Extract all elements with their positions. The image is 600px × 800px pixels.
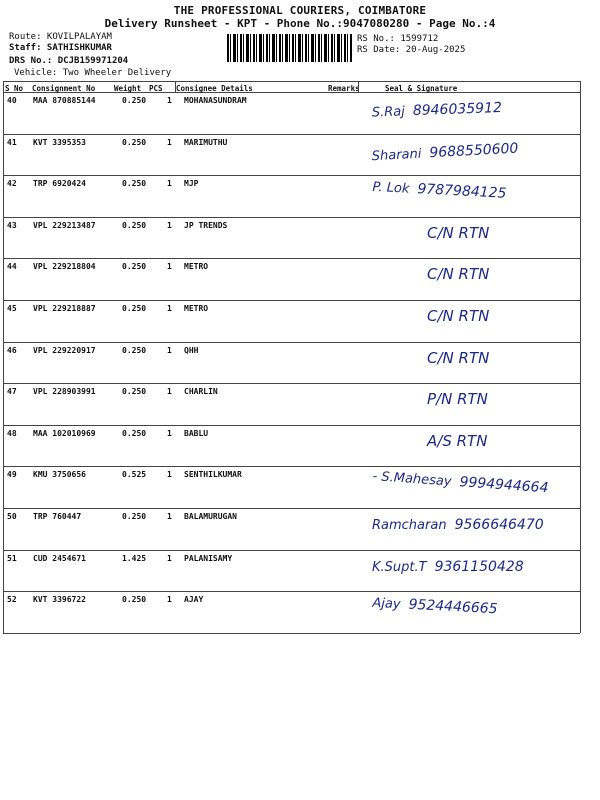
weight-cell: 0.250 (122, 512, 147, 521)
pcs-cell: 1 (167, 179, 172, 189)
company-title: THE PROFESSIONAL COURIERS, COIMBATORE (173, 4, 427, 17)
consignment-number: VPL 228903991 (33, 387, 96, 397)
weight-cell: 0.250 (122, 428, 147, 438)
weight-cell: 0.250 (122, 262, 147, 272)
row-divider (3, 466, 580, 467)
col-consignee: Consignee Details (176, 84, 253, 93)
col-divider (358, 81, 359, 93)
pcs-cell: 1 (167, 470, 172, 480)
consignee-name: BALAMURUGAN (184, 512, 237, 521)
sno-cell: 46 (7, 345, 17, 355)
signature-name: P. Lok (372, 179, 410, 197)
weight-cell: 0.250 (122, 387, 147, 397)
consignee-name: MARIMUTHU (184, 137, 228, 147)
row-divider (3, 300, 580, 301)
consignee-name: PALANISAMY (184, 553, 233, 563)
row-divider (3, 134, 580, 135)
consignment-number: TRP 6920424 (33, 179, 86, 189)
consignee-name: JP TRENDS (184, 220, 228, 230)
sno-cell: 51 (7, 553, 17, 563)
sno-cell: 45 (7, 304, 17, 313)
sno-cell: 42 (7, 179, 17, 189)
signature-name: Sharani (371, 146, 422, 164)
consignment-number: VPL 229218887 (33, 304, 96, 313)
signature-name: Ramcharan (372, 518, 447, 533)
consignee-name: BABLU (184, 428, 209, 438)
consignment-number: KVT 3396722 (33, 595, 86, 605)
weight-cell: 0.250 (122, 595, 147, 605)
route-label: Route: KOVILPALAYAM (9, 32, 112, 42)
consignment-number: KVT 3395353 (33, 137, 86, 147)
weight-cell: 1.425 (122, 553, 147, 563)
rs-date: RS Date: 20-Aug-2025 (357, 45, 466, 55)
pcs-cell: 1 (167, 595, 172, 605)
weight-cell: 0.250 (122, 304, 147, 313)
signature-note: C/N RTN (427, 307, 490, 325)
consignee-name: SENTHILKUMAR (184, 470, 242, 480)
barcode (227, 34, 352, 62)
signature-name: K.Supt.T (372, 559, 427, 575)
signature-name: S.Raj (371, 104, 406, 121)
sno-cell: 44 (7, 262, 17, 272)
consignment-number: VPL 229218804 (33, 262, 96, 272)
sno-cell: 52 (7, 595, 17, 605)
row-divider (3, 258, 580, 259)
consignment-number: KMU 3750656 (33, 470, 86, 480)
sno-cell: 40 (7, 96, 17, 105)
consignment-number: VPL 229220917 (33, 345, 96, 355)
handwritten-signature (372, 264, 572, 298)
consignment-number: MAA 102010969 (33, 428, 96, 438)
col-weight: Weight (114, 84, 142, 93)
handwritten-signature (372, 223, 572, 257)
pcs-cell: 1 (167, 262, 172, 272)
weight-cell: 0.250 (122, 345, 147, 355)
signature-note: C/N RTN (427, 223, 490, 242)
handwritten-signature (372, 514, 572, 548)
weight-cell: 0.250 (122, 96, 147, 105)
runsheet-title: Delivery Runsheet - KPT - Phone No.:9047080280 - Page No.:4 (104, 17, 496, 30)
consignment-number: VPL 229213487 (33, 220, 96, 230)
drs-label: DRS No.: DCJB159971204 (9, 56, 129, 66)
signature-note: 9524446665 (408, 596, 498, 618)
consignment-number: CUD 2454671 (33, 553, 86, 563)
sno-cell: 48 (7, 428, 17, 438)
pcs-cell: 1 (167, 387, 172, 397)
row-divider (3, 383, 580, 384)
row-divider (3, 425, 580, 426)
handwritten-signature (372, 348, 572, 382)
signature-note: C/N RTN (427, 348, 490, 367)
row-divider (3, 591, 580, 592)
pcs-cell: 1 (167, 428, 172, 438)
staff-label: Staff: SATHISHKUMAR (9, 43, 112, 53)
row-divider (3, 550, 580, 551)
row-divider (3, 342, 580, 343)
consignee-name: METRO (184, 304, 209, 313)
handwritten-signature (372, 556, 572, 590)
pcs-cell: 1 (167, 137, 172, 147)
row-divider (3, 508, 580, 509)
sno-cell: 43 (7, 220, 17, 230)
consignment-number: TRP 760447 (33, 512, 82, 521)
consignee-name: METRO (184, 262, 209, 272)
sno-cell: 50 (7, 512, 17, 521)
col-sno: S No (5, 84, 24, 93)
pcs-cell: 1 (167, 512, 172, 521)
pcs-cell: 1 (167, 553, 172, 563)
weight-cell: 0.525 (122, 470, 147, 480)
table-top-border (3, 81, 580, 82)
col-consignment: Consignment No (32, 84, 96, 93)
handwritten-signature (372, 431, 572, 465)
consignment-number: MAA 870885144 (33, 96, 96, 105)
row-divider (3, 217, 580, 218)
signature-note: 8946035912 (412, 99, 503, 120)
handwritten-signature (371, 95, 572, 136)
col-pcs: PCS (149, 84, 163, 93)
signature-note: 9994944664 (458, 474, 549, 497)
pcs-cell: 1 (167, 220, 172, 230)
pcs-cell: 1 (167, 96, 172, 105)
weight-cell: 0.250 (122, 179, 147, 189)
signature-note: 9688550600 (428, 140, 519, 161)
weight-cell: 0.250 (122, 220, 147, 230)
consignee-name: QHH (184, 345, 199, 355)
sno-cell: 49 (7, 470, 17, 480)
col-seal-signature: Seal & Signature (385, 84, 458, 93)
handwritten-signature (372, 306, 572, 340)
col-remarks: Remarks (328, 84, 360, 93)
consignee-name: CHARLIN (184, 387, 218, 397)
signature-note: 9787984125 (417, 181, 507, 202)
signature-note: A/S RTN (427, 431, 488, 450)
consignee-name: AJAY (184, 595, 204, 605)
vehicle-label: Vehicle: Two Wheeler Delivery (14, 68, 172, 78)
pcs-cell: 1 (167, 345, 172, 355)
signature-note: C/N RTN (427, 265, 490, 284)
signature-name: - S.Mahesay (372, 469, 453, 490)
rs-number: RS No.: 1599712 (357, 34, 439, 44)
col-divider (175, 81, 176, 93)
row-divider (3, 175, 580, 176)
sno-cell: 41 (7, 137, 17, 147)
sno-cell: 47 (7, 387, 17, 397)
row-divider (3, 633, 580, 634)
pcs-cell: 1 (167, 304, 172, 313)
signature-name: Ajay (372, 595, 401, 613)
handwritten-signature (372, 389, 572, 423)
consignee-name: MJP (184, 179, 199, 189)
signature-note: 9566646470 (454, 517, 544, 533)
weight-cell: 0.250 (122, 137, 147, 147)
signature-note: P/N RTN (427, 390, 488, 409)
signature-note: 9361150428 (434, 558, 524, 575)
consignee-name: MOHANASUNDRAM (184, 96, 247, 105)
